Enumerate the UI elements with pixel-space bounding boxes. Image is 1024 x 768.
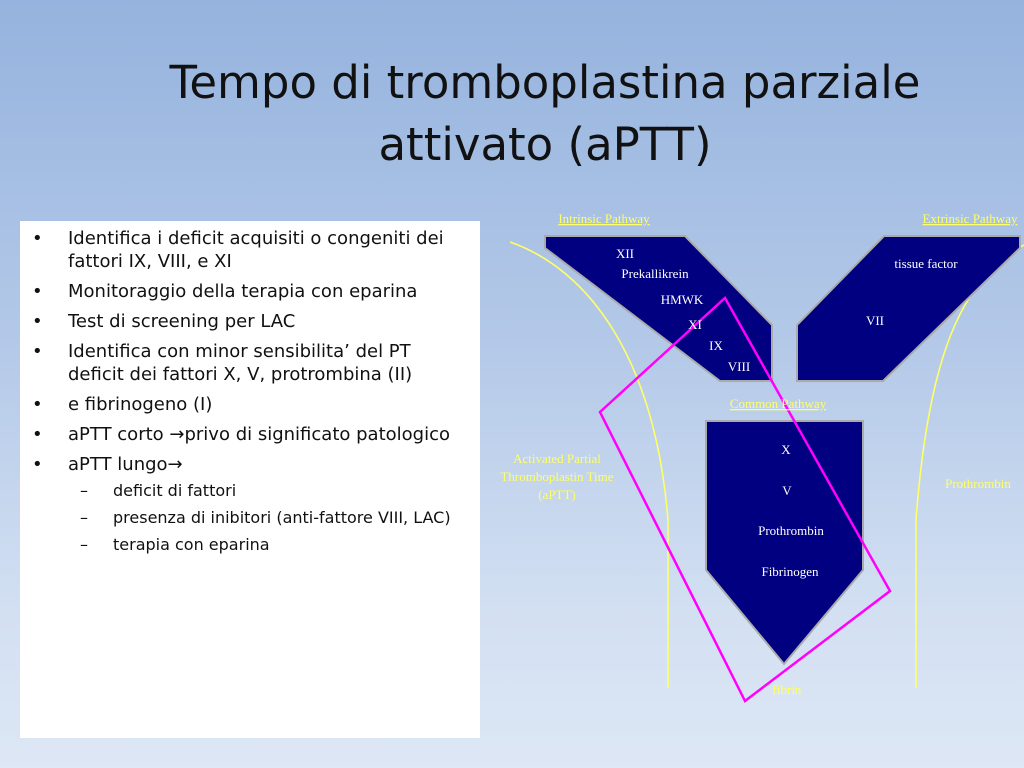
sub-bullet-text: terapia con eparina [113,535,270,554]
factor-viii: VIII [727,359,751,374]
bullet-text: aPTT corto [68,424,170,445]
aptt-label-line2: Thromboplastin Time [500,469,614,484]
common-pathway-shape [706,421,863,664]
bullet-text: Test di screening per LAC [68,311,296,332]
page-title: Tempo di tromboplastina parziale attivato (aPTT) [169,56,921,171]
bullet-item [30,280,470,303]
factor-fibrinogen: Fibrinogen [761,564,819,579]
intrinsic-pathway-label: Intrinsic Pathway [558,211,650,226]
right-arrow-icon: → [167,454,183,475]
bullet-list [30,227,470,555]
factor-hmwk: HMWK [660,292,704,307]
extrinsic-pathway-label: Extrinsic Pathway [922,211,1018,226]
sub-bullet-item [68,534,470,555]
bullet-text: e fibrinogeno (I) [68,394,213,415]
factor-vii: VII [865,313,885,328]
bullet-item [30,227,470,273]
common-pathway-label: Common Pathway [729,396,827,411]
factor-xi: XI [688,317,702,332]
bullet-item [30,310,470,333]
factor-x: X [781,442,791,457]
bullet-item [30,453,470,555]
bullet-item [30,423,470,446]
factor-xii: XII [615,246,635,261]
bullet-item [30,393,470,416]
factor-v: V [782,483,792,498]
bullet-text-box [20,221,480,738]
factor-prekallikrein: Prekallikrein [621,266,689,281]
sub-bullet-item [68,507,470,528]
factor-prothrombin: Prothrombin [758,523,824,538]
right-arrow-icon: → [169,424,185,445]
pt-label: Prothrombin [945,476,1011,491]
aptt-label-line3: (aPTT) [538,487,576,502]
factor-ix: IX [709,338,723,353]
aptt-label-line1: Activated Partial [513,451,601,466]
bullet-text: Identifica con minor sensibilita’ del PT deficit dei fattori X, V, protrombina (II) [68,341,413,385]
sub-bullet-item [68,480,470,501]
sub-bullet-text: presenza di inibitori (anti-fattore VIII, LAC) [113,508,451,527]
bullet-text: privo di significato patologico [184,424,450,445]
bullet-text: Monitoraggio della terapia con eparina [68,281,418,302]
bullet-text: Identifica i deficit acquisiti o congeniti dei fattori IX, VIII, e XI [68,228,444,272]
bullet-text: aPTT lungo [68,454,168,475]
factor-tissue-factor: tissue factor [894,256,958,271]
sub-bullet-list [68,480,470,555]
fibrin-label: fibrin [772,682,802,697]
bullet-item [30,340,470,386]
sub-bullet-text: deficit di fattori [113,481,237,500]
coagulation-cascade-diagram [480,200,1024,710]
